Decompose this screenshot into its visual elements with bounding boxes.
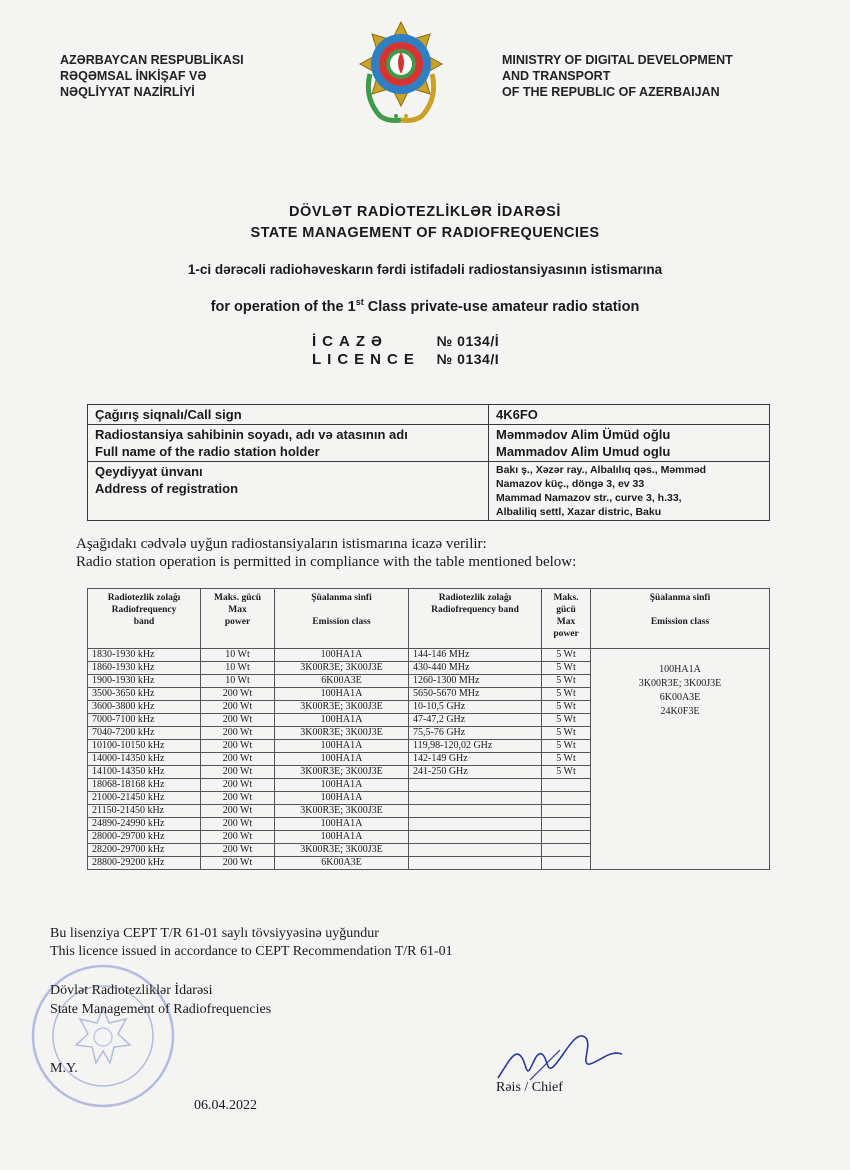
header-right-line: MINISTRY OF DIGITAL DEVELOPMENT xyxy=(502,53,733,67)
header-text: band xyxy=(133,617,155,627)
holder-label-en: Full name of the radio station holder xyxy=(95,444,320,459)
header-power-2 xyxy=(542,589,591,649)
band-2-cell xyxy=(409,818,542,831)
call-sign-label: Çağırış siqnalı/Call sign xyxy=(88,405,489,425)
emission-1-cell: 3K00R3E; 3K00J3E xyxy=(275,766,409,779)
address-label xyxy=(88,462,489,521)
emission-1-cell: 100HA1A xyxy=(275,649,409,662)
header-power-1 xyxy=(201,589,275,649)
address-line: Albaliliq settl, Xazar distric, Baku xyxy=(496,506,662,518)
power-1-cell: 10 Wt xyxy=(201,649,275,662)
power-1-cell: 10 Wt xyxy=(201,675,275,688)
power-2-cell: 5 Wt xyxy=(542,649,591,662)
bands-body xyxy=(88,649,770,870)
band-2-cell xyxy=(409,805,542,818)
band-2-cell: 75,5-76 GHz xyxy=(409,727,542,740)
band-2-cell: 144-146 MHz xyxy=(409,649,542,662)
power-2-cell xyxy=(542,792,591,805)
licence-heading-en xyxy=(312,351,499,368)
permit-statement-en: Radio station operation is permitted in compliance with the table mentioned below: xyxy=(76,554,577,570)
band-2-cell: 119,98-120,02 GHz xyxy=(409,740,542,753)
seal-place-label: M.Y. xyxy=(50,1061,78,1076)
power-1-cell: 200 Wt xyxy=(201,701,275,714)
licence-word-az: İCAZƏ xyxy=(312,333,388,350)
band-2-cell: 430-440 MHz xyxy=(409,662,542,675)
power-1-cell: 200 Wt xyxy=(201,857,275,870)
power-2-cell xyxy=(542,779,591,792)
emission-1-cell: 3K00R3E; 3K00J3E xyxy=(275,844,409,857)
header-text: power xyxy=(553,629,579,639)
emission-1-cell: 100HA1A xyxy=(275,831,409,844)
subtitle-en-sup: st xyxy=(355,297,364,307)
emission-1-cell: 6K00A3E xyxy=(275,857,409,870)
address-line: Bakı ş., Xəzər ray., Albalılıq qəs., Məmməd xyxy=(496,464,707,476)
power-2-cell: 5 Wt xyxy=(542,662,591,675)
header-text: gücü xyxy=(556,605,576,615)
power-1-cell: 200 Wt xyxy=(201,844,275,857)
power-1-cell: 200 Wt xyxy=(201,740,275,753)
licence-number-az: № 0134/İ xyxy=(436,333,500,349)
header-left-line: NƏQLİYYAT NAZİRLİYİ xyxy=(60,85,195,99)
emission-1-cell: 3K00R3E; 3K00J3E xyxy=(275,805,409,818)
band-2-cell: 10-10,5 GHz xyxy=(409,701,542,714)
header-text: Max xyxy=(556,617,576,627)
power-2-cell: 5 Wt xyxy=(542,753,591,766)
power-1-cell: 200 Wt xyxy=(201,714,275,727)
holder-value-en: Mammadov Alim Umud oglu xyxy=(496,444,671,459)
power-2-cell: 5 Wt xyxy=(542,766,591,779)
band-2-cell: 47-47,2 GHz xyxy=(409,714,542,727)
header-text: Radiotezlik zolağı xyxy=(107,593,181,603)
header-left-line: RƏQƏMSAL İNKİŞAF VƏ xyxy=(60,69,207,83)
holder-row xyxy=(88,425,770,462)
band-1-cell: 24890-24990 kHz xyxy=(88,818,201,831)
merged-emission-cell xyxy=(591,649,770,870)
band-1-cell: 7040-7200 kHz xyxy=(88,727,201,740)
header-spacer xyxy=(595,604,765,616)
header-text: Emission class xyxy=(650,617,710,627)
power-2-cell xyxy=(542,844,591,857)
address-value xyxy=(489,462,770,521)
band-2-cell: 1260-1300 MHz xyxy=(409,675,542,688)
header-text: Radiofrequency band xyxy=(431,605,519,615)
issue-date: 06.04.2022 xyxy=(194,1098,257,1113)
bands-header-row xyxy=(88,589,770,649)
signoff-agency-az: Dövlət Radiotezliklər İdarəsi xyxy=(50,983,213,998)
header-left-line: AZƏRBAYCAN RESPUBLİKASI xyxy=(60,53,244,67)
power-1-cell: 10 Wt xyxy=(201,662,275,675)
holder-label xyxy=(88,425,489,462)
band-1-cell: 1830-1930 kHz xyxy=(88,649,201,662)
emission-1-cell: 3K00R3E; 3K00J3E xyxy=(275,727,409,740)
power-2-cell: 5 Wt xyxy=(542,688,591,701)
band-1-cell: 28200-29700 kHz xyxy=(88,844,201,857)
band-1-cell: 14100-14350 kHz xyxy=(88,766,201,779)
power-2-cell xyxy=(542,805,591,818)
call-sign-value: 4K6FO xyxy=(489,405,770,425)
band-2-cell: 5650-5670 MHz xyxy=(409,688,542,701)
chief-label: Rəis / Chief xyxy=(496,1080,563,1095)
power-2-cell xyxy=(542,857,591,870)
power-1-cell: 200 Wt xyxy=(201,818,275,831)
power-1-cell: 200 Wt xyxy=(201,805,275,818)
band-row xyxy=(88,649,770,662)
header-text: Şüalanma sinfi xyxy=(649,593,711,603)
power-1-cell: 200 Wt xyxy=(201,831,275,844)
emission-1-cell: 3K00R3E; 3K00J3E xyxy=(275,662,409,675)
power-2-cell: 5 Wt xyxy=(542,740,591,753)
band-2-cell xyxy=(409,831,542,844)
merged-emission-line: 3K00R3E; 3K00J3E xyxy=(638,678,722,689)
header-text: Maks. xyxy=(553,593,579,603)
band-1-cell: 28000-29700 kHz xyxy=(88,831,201,844)
agency-title-en: STATE MANAGEMENT OF RADIOFREQUENCIES xyxy=(250,225,600,241)
address-label-en: Address of registration xyxy=(95,481,239,496)
band-1-cell: 3600-3800 kHz xyxy=(88,701,201,714)
address-row xyxy=(88,462,770,521)
merged-emission-line: 100HA1A xyxy=(659,664,701,675)
licence-word-en: LICENCE xyxy=(312,351,420,368)
power-1-cell: 200 Wt xyxy=(201,727,275,740)
band-2-cell xyxy=(409,844,542,857)
power-1-cell: 200 Wt xyxy=(201,688,275,701)
address-label-az: Qeydiyyat ünvanı xyxy=(95,464,203,479)
power-2-cell: 5 Wt xyxy=(542,701,591,714)
agency-title-az: DÖVLƏT RADİOTEZLİKLƏR İDARƏSİ xyxy=(288,204,562,220)
power-2-cell xyxy=(542,831,591,844)
header-left-ministry-az xyxy=(60,52,244,100)
header-right-line: AND TRANSPORT xyxy=(502,69,611,83)
band-1-cell: 14000-14350 kHz xyxy=(88,753,201,766)
band-1-cell: 18068-18168 kHz xyxy=(88,779,201,792)
licence-number-en: № 0134/I xyxy=(436,351,500,367)
power-1-cell: 200 Wt xyxy=(201,766,275,779)
header-text: power xyxy=(224,617,251,627)
header-right-ministry-en xyxy=(502,52,733,100)
frequency-bands-table xyxy=(87,588,770,870)
band-1-cell: 10100-10150 kHz xyxy=(88,740,201,753)
holder-label-az: Radiostansiya sahibinin soyadı, adı və atasının adı xyxy=(95,427,408,442)
licence-heading-az xyxy=(312,333,499,350)
emission-1-cell: 100HA1A xyxy=(275,792,409,805)
band-1-cell: 3500-3650 kHz xyxy=(88,688,201,701)
header-text: Şüalanma sinfi xyxy=(311,593,372,603)
power-1-cell: 200 Wt xyxy=(201,792,275,805)
band-1-cell: 28800-29200 kHz xyxy=(88,857,201,870)
band-1-cell: 1860-1930 kHz xyxy=(88,662,201,675)
band-1-cell: 21000-21450 kHz xyxy=(88,792,201,805)
header-text: Emission class xyxy=(312,617,371,627)
emission-1-cell: 100HA1A xyxy=(275,753,409,766)
permit-statement-az: Aşağıdakı cədvələ uyğun radiostansiyaların istismarına icazə verilir: xyxy=(76,536,487,552)
header-band-2 xyxy=(409,589,542,649)
band-1-cell: 1900-1930 kHz xyxy=(88,675,201,688)
power-1-cell: 200 Wt xyxy=(201,753,275,766)
header-spacer xyxy=(279,604,404,616)
subtitle-en xyxy=(0,297,850,315)
band-2-cell: 142-149 GHz xyxy=(409,753,542,766)
header-emission-1 xyxy=(275,589,409,649)
call-sign-row xyxy=(88,405,770,425)
power-2-cell xyxy=(542,818,591,831)
subtitle-en-before: for operation of the 1 xyxy=(210,298,356,315)
merged-emission-line: 6K00A3E xyxy=(659,692,701,703)
band-2-cell xyxy=(409,779,542,792)
merged-emission-line: 24K0F3E xyxy=(660,706,700,717)
subtitle-en-after: Class private-use amateur radio station xyxy=(363,298,640,315)
holder-value xyxy=(489,425,770,462)
band-1-cell: 21150-21450 kHz xyxy=(88,805,201,818)
header-text: Maks. gücü xyxy=(214,593,261,603)
subtitle-az: 1-ci dərəcəli radiohəveskarın fərdi istifadəli radiostansiyasının istismarına xyxy=(187,262,663,277)
band-2-cell xyxy=(409,857,542,870)
band-2-cell xyxy=(409,792,542,805)
band-2-cell: 241-250 GHz xyxy=(409,766,542,779)
band-1-cell: 7000-7100 kHz xyxy=(88,714,201,727)
holder-info-table xyxy=(87,404,770,521)
header-text: Radiotezlik zolağı xyxy=(438,593,512,603)
power-2-cell: 5 Wt xyxy=(542,727,591,740)
emission-1-cell: 100HA1A xyxy=(275,818,409,831)
header-band-1 xyxy=(88,589,201,649)
emission-1-cell: 100HA1A xyxy=(275,714,409,727)
header-right-line: OF THE REPUBLIC OF AZERBAIJAN xyxy=(502,85,720,99)
cept-statement-en: This licence issued in accordance to CEPT Recommendation T/R 61-01 xyxy=(50,944,453,959)
cept-statement-az: Bu lisenziya CEPT T/R 61-01 saylı tövsiyyəsinə uyğundur xyxy=(50,926,379,941)
address-line: Mammad Namazov str., curve 3, h.33, xyxy=(496,492,682,504)
header-text: Max xyxy=(228,605,247,615)
header-emission-2 xyxy=(591,589,770,649)
emission-1-cell: 100HA1A xyxy=(275,779,409,792)
power-1-cell: 200 Wt xyxy=(201,779,275,792)
state-emblem-icon xyxy=(358,18,444,126)
holder-value-az: Məmmədov Alim Ümüd oğlu xyxy=(496,427,671,442)
power-2-cell: 5 Wt xyxy=(542,714,591,727)
emission-1-cell: 3K00R3E; 3K00J3E xyxy=(275,701,409,714)
emission-1-cell: 100HA1A xyxy=(275,740,409,753)
emission-1-cell: 6K00A3E xyxy=(275,675,409,688)
header-text: Radiofrequency xyxy=(111,605,177,615)
signoff-agency-en: State Management of Radiofrequencies xyxy=(50,1002,272,1017)
address-line: Namazov küç., döngə 3, ev 33 xyxy=(496,478,645,490)
emission-1-cell: 100HA1A xyxy=(275,688,409,701)
power-2-cell: 5 Wt xyxy=(542,675,591,688)
